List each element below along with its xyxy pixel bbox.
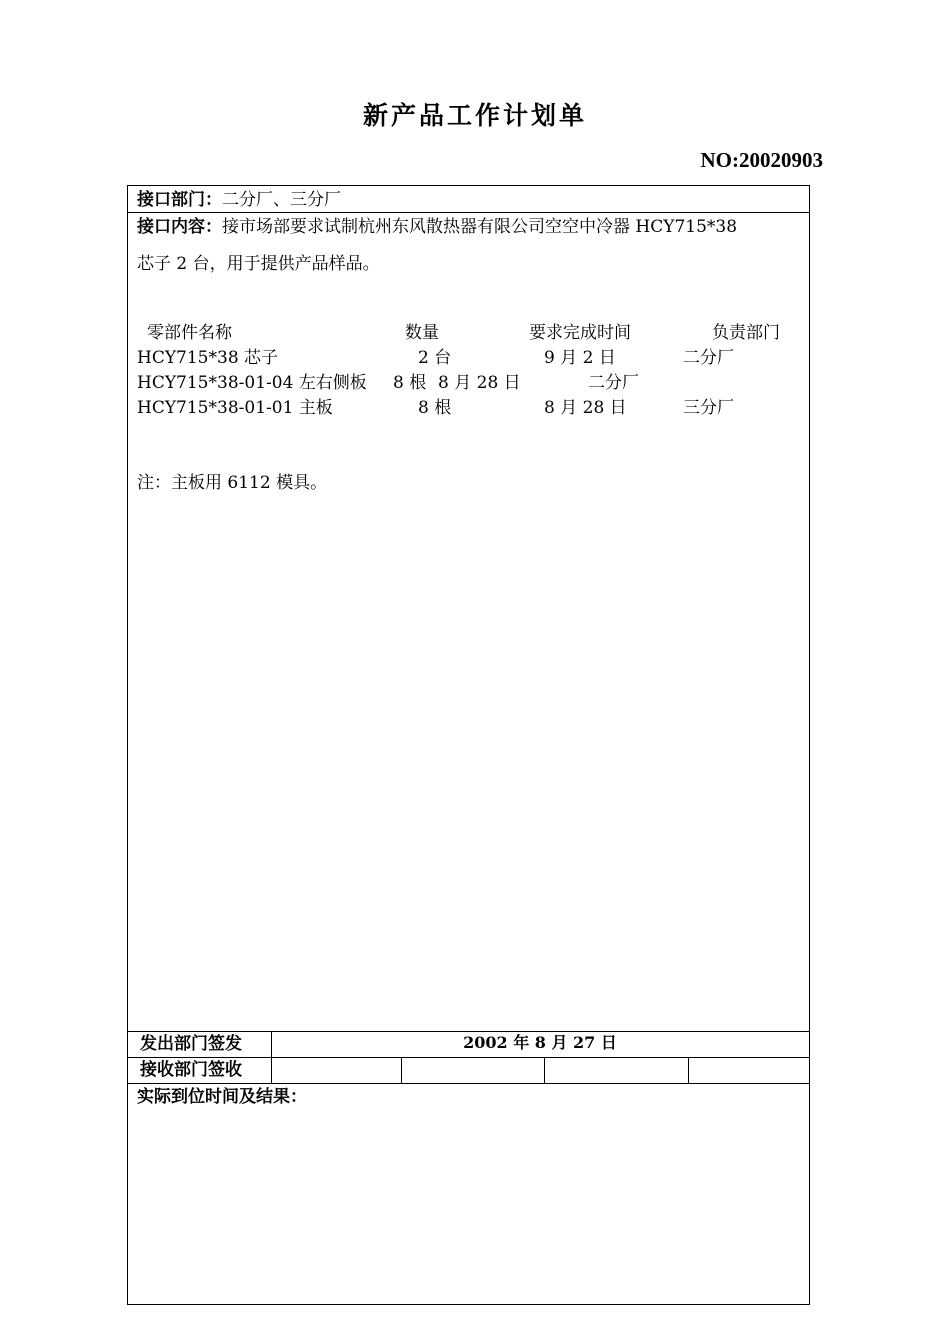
- part-name: HCY715*38 芯子: [137, 348, 279, 368]
- divider: [128, 212, 809, 213]
- part-quantity: 8 根: [418, 398, 452, 418]
- header-part-name: 零部件名称: [147, 323, 232, 343]
- form-frame: [127, 185, 810, 1305]
- part-due: 8 月 28 日: [438, 373, 521, 393]
- part-dept: 二分厂: [588, 373, 639, 393]
- divider: [401, 1057, 402, 1083]
- header-due-time: 要求完成时间: [529, 323, 631, 343]
- part-name: HCY715*38-01-01 主板: [137, 398, 333, 418]
- receive-dept-label: 接收部门签收: [140, 1060, 242, 1080]
- divider: [688, 1057, 689, 1083]
- interface-content-line1: [137, 216, 737, 238]
- divider: [544, 1057, 545, 1083]
- document-number: NO:20020903: [700, 148, 823, 172]
- issue-date: 2002 年 8 月 27 日: [463, 1033, 617, 1052]
- page-title: 新产品工作计划单: [362, 101, 587, 130]
- result-label: 实际到位时间及结果：: [137, 1087, 307, 1107]
- note: 注：主板用 6112 模具。: [137, 473, 328, 493]
- divider: [128, 1057, 809, 1058]
- divider: [128, 1083, 809, 1084]
- interface-content-text1: 接市场部要求试制杭州东风散热器有限公司空空中冷器 HCY715*38: [222, 217, 738, 237]
- interface-dept-row: [137, 189, 341, 211]
- header-quantity: 数量: [405, 323, 439, 343]
- part-quantity: 2 台: [418, 348, 452, 368]
- part-name: HCY715*38-01-04 左右侧板: [137, 373, 367, 393]
- interface-dept-label: 接口部门：: [137, 190, 222, 210]
- header-responsible-dept: 负责部门: [712, 323, 780, 343]
- part-quantity: 8 根: [393, 373, 427, 393]
- issue-dept-label: 发出部门签发: [140, 1034, 242, 1054]
- part-due: 8 月 28 日: [544, 398, 627, 418]
- interface-content-label: 接口内容：: [137, 217, 222, 237]
- part-dept: 二分厂: [683, 348, 734, 368]
- part-due: 9 月 2 日: [544, 348, 616, 368]
- interface-content-line2: 芯子 2 台，用于提供产品样品。: [137, 254, 380, 274]
- interface-dept-value: 二分厂、三分厂: [222, 190, 341, 210]
- part-dept: 三分厂: [683, 398, 734, 418]
